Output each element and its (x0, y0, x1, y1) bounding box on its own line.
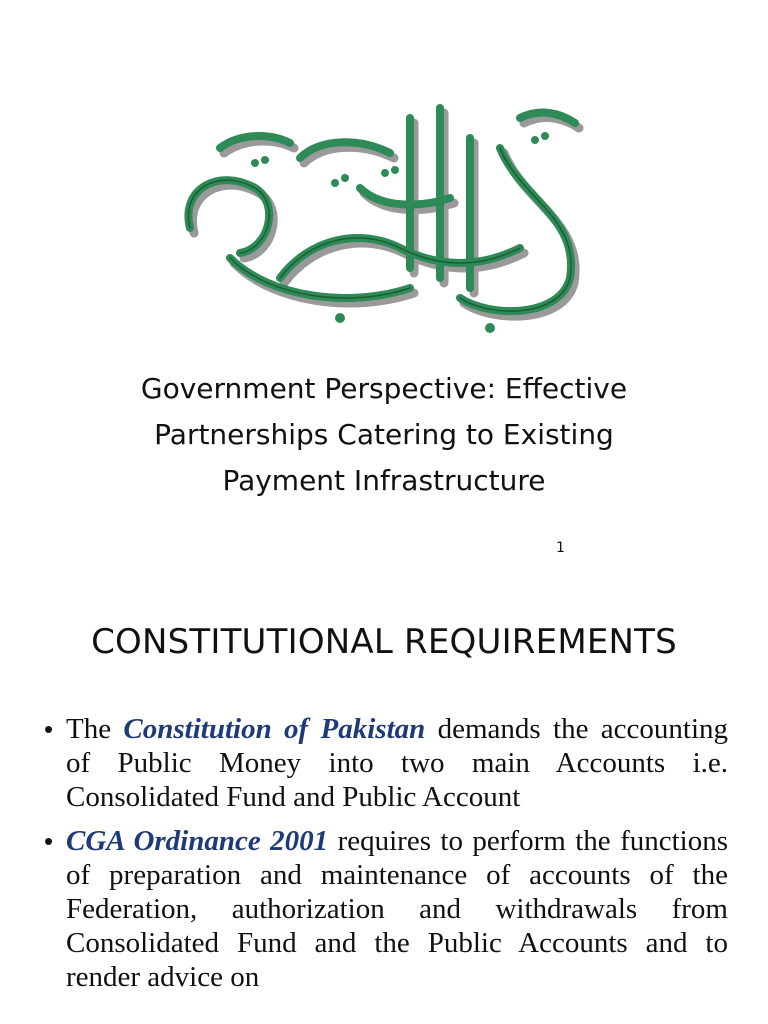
bullet-item (44, 712, 728, 814)
slide-title (0, 366, 768, 504)
slide-title-line: Payment Infrastructure (222, 464, 546, 497)
section-heading: CONSTITUTIONAL REQUIREMENTS (91, 622, 677, 662)
bullet-dot-icon: • (44, 714, 54, 744)
bullet-emphasis-text: CGA Ordinance 2001 (66, 825, 329, 857)
bismillah-calligraphy-icon (160, 78, 600, 338)
bullet-dot-icon: • (44, 826, 54, 856)
bullet-item (44, 824, 728, 994)
bullet-body-text: requires to perform the functions of preparation and maintenance of accounts of the Federation, authorization and withdrawals from Consolidated Fund and the Public Accounts and to render advice on (66, 825, 728, 993)
slide-number: 1 (556, 540, 565, 556)
bullet-body-text: demands the accounting of Public Money into two main Accounts i.e. Consolidated Fund and Public Account (66, 713, 729, 813)
bullet-list (44, 712, 728, 1004)
slide-title-line: Partnerships Catering to Existing (154, 418, 614, 451)
slide-title-line: Government Perspective: Effective (140, 372, 628, 405)
bullet-emphasis-text: Constitution of Pakistan (123, 713, 426, 745)
bullet-lead-text: The (66, 713, 124, 745)
